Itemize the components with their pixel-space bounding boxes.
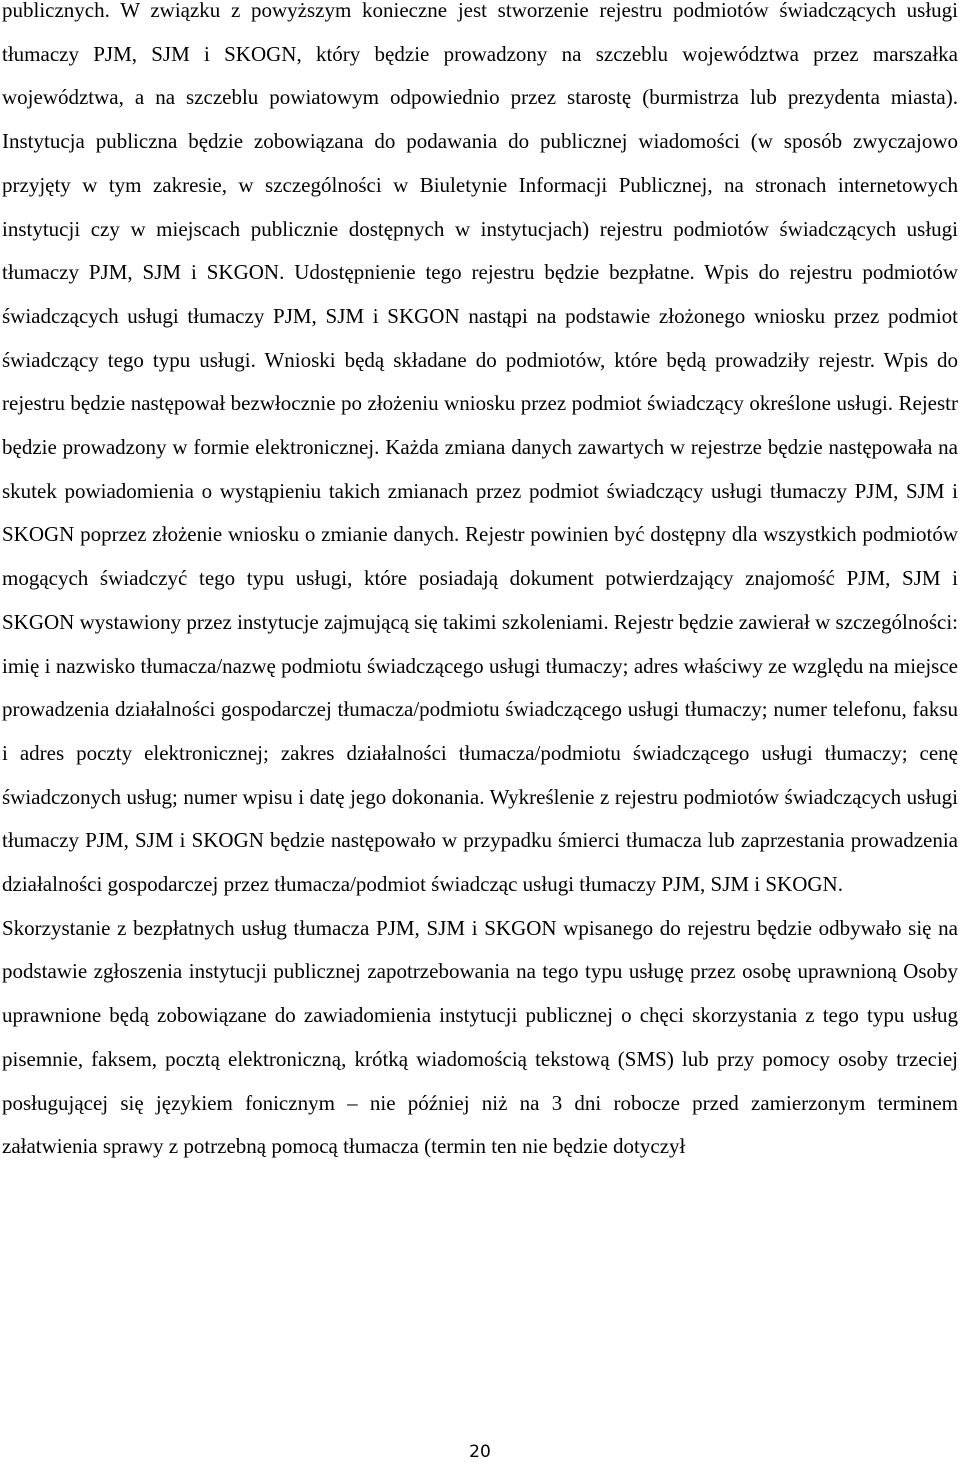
body-paragraph-1: publicznych. W związku z powyższym konieczne jest stworzenie rejestru podmiotów świadczących usługi tłumaczy PJM, SJM i SKOGN, który będzie prowadzony na szczeblu województwa przez marszałka województwa, a na szczeblu powiatowym odpowiednio przez starostę (burmistrza lub prezydenta miasta). Instytucja publiczna będzie zobowiązana do podawania do publicznej wiadomości (w sposób zwyczajowo przyjęty w tym zakresie, w szczególności w Biuletynie Informacji Publicznej, na stronach internetowych instytucji czy w miejscach publicznie dostępnych w instytucjach) rejestru podmiotów świadczących usługi tłumaczy PJM, SJM i SKGON. Udostępnienie tego rejestru będzie bezpłatne. Wpis do rejestru podmiotów świadczących usługi tłumaczy PJM, SJM i SKGON nastąpi na podstawie złożonego wniosku przez podmiot świadczący tego typu usługi. Wnioski będą składane do podmiotów, które będą prowadziły rejestr. Wpis do rejestru będzie następował bezwłocznie po złożeniu wniosku przez podmiot świadczący określone usługi. Rejestr będzie prowadzony w formie elektronicznej. Każda zmiana danych zawartych w rejestrze będzie następowała na skutek powiadomienia o wystąpieniu takich zmianach przez podmiot świadczący usługi tłumaczy PJM, SJM i SKOGN poprzez złożenie wniosku o zmianie danych. Rejestr powinien być dostępny dla wszystkich podmiotów mogących świadczyć tego typu usługi, które posiadają dokument potwierdzający znajomość PJM, SJM i SKGON wystawiony przez instytucje zajmującą się takimi szkoleniami. Rejestr będzie zawierał w szczególności: imię i nazwisko tłumacza/nazwę podmiotu świadczącego usługi tłumaczy; adres właściwy ze względu na miejsce prowadzenia działalności gospodarczej tłumacza/podmiotu świadczącego usługi tłumaczy; numer telefonu, faksu i adres poczty elektronicznej; zakres działalności tłumacza/podmiotu świadczącego usługi tłumaczy; cenę świadczonych usług; numer wpisu i datę jego dokonania. Wykreślenie z rejestru podmiotów świadczących usługi tłumaczy PJM, SJM i SKOGN będzie następowało w przypadku śmierci tłumacza lub zaprzestania prowadzenia działalności gospodarczej przez tłumacza/podmiot świadcząc usługi tłumaczy PJM, SJM i SKOGN. — [2, 0, 958, 897]
body-paragraph-2: Skorzystanie z bezpłatnych usług tłumacza PJM, SJM i SKGON wpisanego do rejestru będzie odbywało się na podstawie zgłoszenia instytucji publicznej zapotrzebowania na tego typu usługę przez osobę uprawnioną Osoby uprawnione będą zobowiązane do zawiadomienia instytucji publicznej o chęci skorzystania z tego typu usług pisemnie, faksem, pocztą elektroniczną, krótką wiadomością tekstową (SMS) lub przy pomocy osoby trzeciej posługującej się językiem fonicznym – nie później niż na 3 dni robocze przed zamierzonym terminem załatwienia sprawy z potrzebną pomocą tłumacza (termin ten nie będzie dotyczył — [2, 915, 958, 1159]
page-number: 20 — [469, 1442, 491, 1462]
